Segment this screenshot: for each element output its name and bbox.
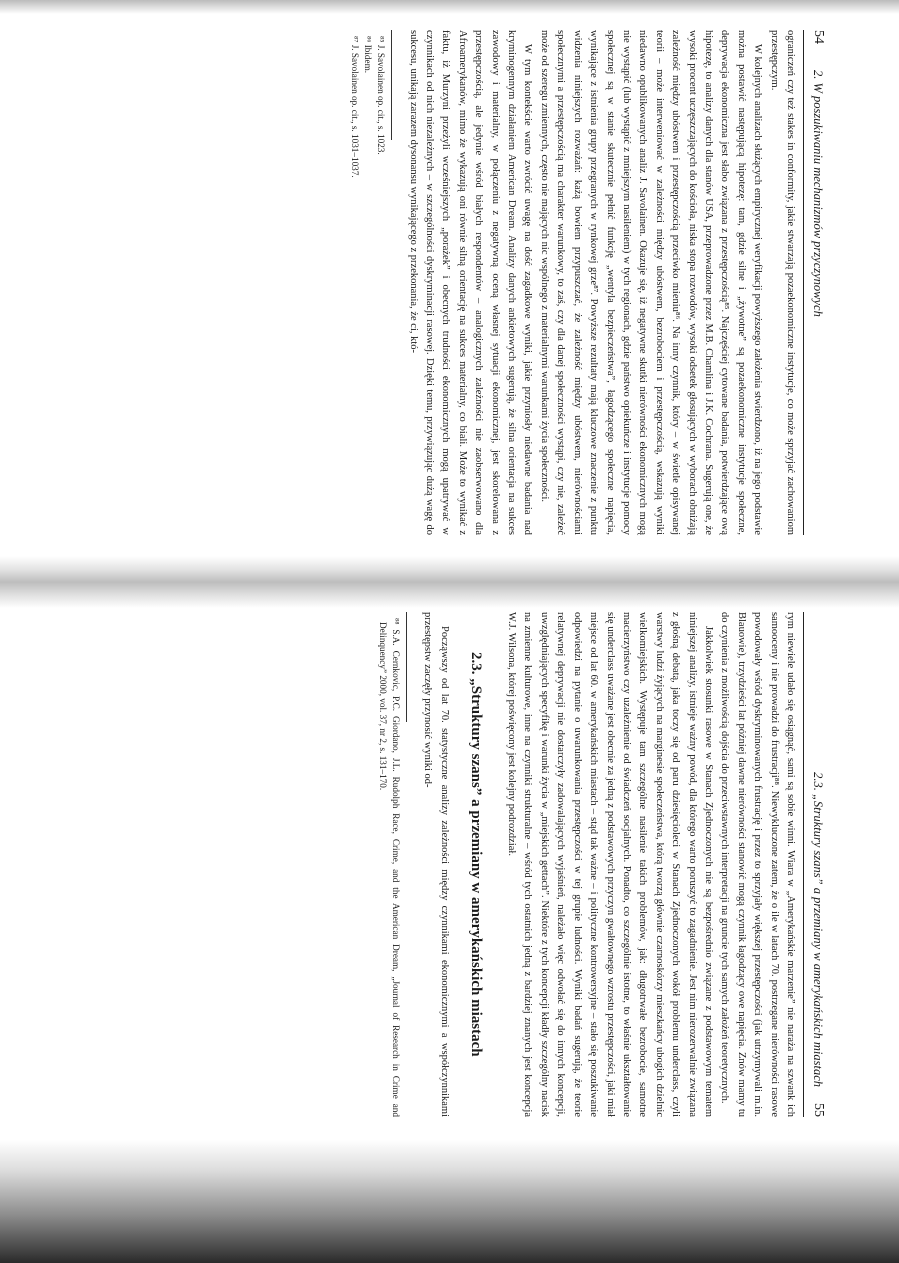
footnotes: [348, 30, 387, 535]
running-head-title: 2. W poszukiwaniu mechanizmów przyczynowych: [811, 70, 825, 317]
footnote-rule: [391, 30, 392, 140]
paragraph: W tym kontekście warto zwrócić uwagę na dość zagadkowe wyniki, jakie przyniosły niedawne badania nad kryminogennym działaniem American Dream. Analizy danych ankietowych sugerują, że silna orientacja na sukces zawodowy i materialny, w połączeniu z negatywną oceną własnej sytuacji ekonomicznej, jest skorelowana z przestępczością, ale jedynie wśród białych respondentów – analogicznych zależności nie zaobserwowano dla Afroamerykanów, mimo że wykazują oni równie silną orientację na sukces materialny, co biali. Może to wynikać z faktu, iż Murzyni przeżyli wcześniejszych „porażek” i obecnych trudności ekonomicznych mogą upatrywać w czynnikach od nich niezależnych – w szczególności dyskryminacji rasowej. Dzięki temu, przywiązując dużą wagę do sukcesu, unikają zarazem dysonansu wynikającego z przekonania, że ci, któ-: [407, 30, 534, 535]
footnote: ⁸⁶ Ibidem.: [363, 36, 374, 74]
page-body: [376, 612, 798, 1117]
paragraph: Począwszy od lat 70. statystyczne analizy zależności między czynnikami ekonomicznymi a współczynnikami przestępstw zaczęły przynosić wyniki od-: [422, 612, 450, 1117]
section-heading: 2.3. „Struktury szans” a przemiany w amerykańskich miastach: [467, 652, 484, 1057]
running-head: [803, 30, 830, 535]
page-55: [100, 612, 830, 1117]
page-54: [100, 30, 830, 535]
footnote-rule: [406, 612, 407, 722]
page-number: 55: [811, 1103, 826, 1117]
page-number: 54: [811, 30, 826, 44]
page-body: [348, 30, 798, 535]
paragraph: ograniczeń czy też stakes in conformity, jakie stwarzają pozaekonomiczne instytucje, co może sprzyjać zachowaniom przestępczym.: [768, 30, 796, 535]
paragraph: W kolejnych analizach służących empirycznej weryfikacji powyższego założenia stwierdzono, iż na jego podstawie można postawić następującą hipotezę: tam, gdzie silne i „żywotne” są pozaekonomiczne instytucje społeczne, deprywacja ekonomiczna jest słabo związana z przestępczością⁸⁵. Najczęściej cytowane badania, potwierdzające ową hipotezę, to analizy danych dla stanów USA, przeprowadzone przez M.B. Chamlina i J.K. Cochrana. Sugerują one, że wysoki procent uczęszczających do kościoła, niska stopa rozwodów, wysoki odsetek głosujących w wyborach obniżają zależność między ubóstwem i przestępczością przeciwko mieniu⁸⁶. Na inny czynnik, który – w świetle opisywanej teorii – może interweniować w zależności między ubóstwem, bezrobociem i przestępczością, wskazują wyniki niedawno opublikowanych analiz J. Savolainen. Okazuje się, iż negatywne skutki nierówności ekonomicznych mogą nie wystąpić (lub wystąpić z mniejszym nasileniem) w tych regionach, gdzie państwo opiekuńcze i instytucje pomocy społecznej są w stanie skutecznie pełnić funkcję „wentyla bezpieczeństwa”, łagodzącego społeczne napięcia, wynikające z istnienia grupy przegranych w rynkowej grze⁸⁷. Powyższe rezultaty mają kluczowe znaczenie z punktu widzenia niniejszych rozważań: każą bowiem przypuszczać, że zależność między ubóstwem, nierównościami społecznymi a przestępczością ma charakter warunkowy, to zaś, czy dla danej społeczności wystąpi, czy nie, zależeć może od szeregu zmiennych, często nie mających nic wspólnego z materialnymi warunkami życia społeczności.: [538, 30, 764, 535]
paragraph: Jakkolwiek stosunki rasowe w Stanach Zjednoczonych nie są bezpośrednio związane z podstawowym tematem niniejszej analizy, istnieje ważny powód, dla którego warto poruszyć to zagadnienie. Jest nim nierozerwalnie związana z głośną debatą, jaka toczy się od paru dziesięcioleci w Stanach Zjednoczonych wokół problemu underclass, czyli warstwy ludzi żyjących na marginesie społeczeństwa, którą tworzą głównie czarnoskórzy mieszkańcy ubogich dzielnic wielkomiejskich. Występuje tam szczególne nasilenie takich problemów, jak: długotrwałe bezrobocie, samotne macierzyństwo czy uzależnienie od świadczeń socjalnych. Ponadto, co szczególnie istotne, to właśnie ukształtowanie się underclass uważane jest obecnie za jedną z podstawowych przyczyn gwałtownego wzrostu przestępczości, jaki miał miejsce od lat 60. w amerykańskich miastach – stąd tak ważne – i polityczne kontrowersyjne – stało się poszukiwanie odpowiedzi na pytanie o uwarunkowania przestępczości w tej grupie ludności. Wyniki badań sugerują, że teorie relatywnej deprywacji nie dostarczyły zadowalających wyjaśnień, należało więc odwołać się do innych koncepcji, uwzględniających specyfikę i warunki życia w „miejskich gettach”. Niektóre z tych koncepcji kładły szczególny nacisk na zmienne kulturowe, inne na czynniki strukturalne – wśród tych ostatnich jedną z bardziej znanych jest koncepcja W.J. Wilsona, której poświęcony jest kolejny podrozdział.: [506, 612, 714, 1117]
book-gutter: [0, 556, 899, 608]
footnote: ⁸⁷ J. Savolainen op. cit., s. 1031–1037.: [350, 36, 361, 178]
scan-top-shadow: [0, 0, 899, 14]
footnotes: [376, 612, 402, 1117]
footnote: ⁸⁸ S.A. Cernkovic, P.C. Giordano, J.L. Rudolph Race, Crime, and the American Dream, „Journal of Research in Crime and Delinquency” 2000, vol. 37, nr 2, s. 131–170.: [377, 618, 401, 1117]
footnote: ⁸⁵ J. Savolainen op. cit., s. 1023.: [376, 36, 387, 155]
running-head-title: 2.3. „Struktury szans” a przemiany w amerykańskich miastach: [811, 772, 825, 1087]
scan-bottom-shadow: [0, 1140, 899, 1263]
paragraph: rym niewiele udało się osiągnąć, sami są sobie winni. Wiara w „Amerykańskie marzenie” nie naraża na szwank ich samooceny i nie prowadzi do frustracji⁸⁸. Niewykluczone zatem, że o ile w latach 70. postrzegane nierówności rasowe powodowały wśród dyskryminowanych frustrację i przez to sprzyjały większej przestępczości (jak utrzymywali m.in. Blauowie), trzydzieści lat później dawne nierówności stanowić mogą czynnik łagodzący owe napięcia. Znów mamy tu do czynienia z możliwością dojścia do przeciwstawnych interpretacji na gruncie tych samych założeń teoretycznych.: [719, 612, 796, 1117]
running-head: [803, 612, 830, 1117]
